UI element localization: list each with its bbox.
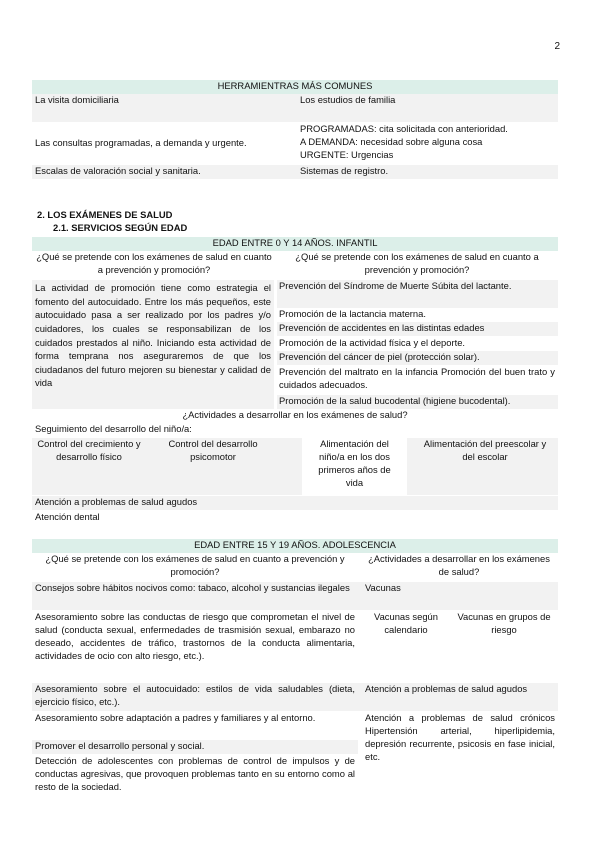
section-subtitle: 2.1. SERVICIOS SEGÚN EDAD (53, 222, 188, 233)
infantil-question-left: ¿Qué se pretende con los exámenes de salud en cuanto a prevención y promoción? (36, 251, 272, 275)
page-number: 2 (554, 41, 560, 52)
box-alimentacion-lactante: Alimentación del niño/a en los dos primeros años de vida (302, 438, 407, 495)
tools-programadas: PROGRAMADAS: cita solicitada con anterioridad. (300, 123, 508, 134)
infantil-left-text: La actividad de promoción tiene como estrategia el fomento del autocuidado. Entre los más pequeños, este autocuidado pasa a ser realizado por los padres y/o cuidadores, los cuales se responsabilizan de los cuidados prestados al niño. Iniciando esta actividad de forma temprana nos aseguraremos de que los ciudadanos del futuro mejoren su bienestar y calidad de vida (35, 282, 271, 389)
adol-item-habitos: Consejos sobre hábitos nocivos como: tabaco, alcohol y sustancias ilegales (35, 582, 350, 593)
infantil-agudos: Atención a problemas de salud agudos (35, 496, 198, 507)
adol-vacunas-riesgo: Vacunas en grupos de riesgo (457, 611, 551, 635)
tools-demanda: A DEMANDA: necesidad sobre alguna cosa (300, 135, 483, 147)
adol-question-right: ¿Actividades a desarrollar en los exámenes de salud? (368, 553, 550, 577)
section-title: 2. LOS EXÁMENES DE SALUD (37, 209, 173, 220)
infantil-header: EDAD ENTRE 0 Y 14 AÑOS. INFANTIL (32, 237, 558, 251)
tools-consultations: Las consultas programadas, a demanda y urgente. (35, 137, 247, 148)
infantil-item-cancer: Prevención del cáncer de piel (protección solar). (279, 351, 480, 362)
adol-vacunas-calendario: Vacunas según calendario (374, 611, 438, 635)
tools-scales: Escalas de valoración social y sanitaria. (35, 165, 201, 176)
infantil-dental: Atención dental (35, 511, 100, 522)
infantil-item-accidentes: Prevención de accidentes en las distintas edades (279, 322, 485, 333)
adol-vacunas: Vacunas (365, 582, 401, 593)
infantil-seguimiento: Seguimiento del desarrollo del niño/a: (35, 423, 192, 434)
infantil-question-right: ¿Qué se pretende con los exámenes de salud en cuanto a prevención y promoción? (295, 251, 539, 275)
adol-question-left: ¿Qué se pretende con los exámenes de salud en cuanto a prevención y promoción? (45, 553, 345, 577)
adol-atencion-agudos: Atención a problemas de salud agudos (365, 683, 528, 694)
tools-records: Sistemas de registro. (300, 165, 389, 176)
box-crecimiento: Control del crecimiento y desarrollo físico (37, 438, 141, 462)
infantil-item-maltrato: Prevención del maltrato en la infancia Promoción del buen trato y cuidados adecuados. (279, 366, 555, 390)
tools-urgente: URGENTE: Urgencias (300, 148, 394, 160)
adol-atencion-cronicos: Atención a problemas de salud crónicos Hipertensión arterial, hiperlipidemia, depresión recurrente, psicosis en fase inicial, etc. (365, 712, 555, 762)
tools-header: HERRAMIENTRAS MÁS COMUNES (32, 80, 558, 94)
infantil-item-sids: Prevención del Síndrome de Muerte Súbita del lactante. (279, 280, 512, 291)
tools-consultations-detail (300, 123, 556, 162)
adol-item-riesgo: Asesoramiento sobre las conductas de riesgo que comprometan el nivel de salud (conducta sexual, enfermedades de trasmisión sexual, embarazo no deseado, accidentes de tráfico, trastornos de la conducta alimentaria, actividades de ocio con alto riesgo, etc.). (35, 611, 355, 661)
tools-home-visit: La visita domiciliaria (35, 94, 119, 105)
tools-family-studies: Los estudios de familia (300, 94, 396, 105)
box-alimentacion-escolar: Alimentación del preescolar y del escolar (423, 438, 547, 462)
infantil-activities-header: ¿Actividades a desarrollar en los exámenes de salud? (182, 409, 408, 420)
infantil-item-actividad: Promoción de la actividad física y el deporte. (279, 337, 466, 348)
adol-item-autocuidado: Asesoramiento sobre el autocuidado: estilos de vida saludables (dieta, ejercicio físico, etc.). (35, 683, 355, 707)
adol-item-desarrollo: Promover el desarrollo personal y social. (35, 740, 205, 751)
box-psicomotor: Control del desarrollo psicomotor (168, 438, 258, 462)
infantil-item-bucodental: Promoción de la salud bucodental (higiene bucodental). (279, 395, 511, 406)
adol-item-deteccion: Detección de adolescentes con problemas de control de impulsos y de conductas agresivas, que provoquen problemas tanto en su entorno como al resto de la sociedad. (35, 755, 355, 792)
infantil-item-lactancia: Promoción de la lactancia materna. (279, 308, 426, 319)
adol-item-adaptacion: Asesoramiento sobre adaptación a padres y familiares y al entorno. (35, 712, 316, 723)
adol-header: EDAD ENTRE 15 Y 19 AÑOS. ADOLESCENCIA (32, 539, 558, 553)
